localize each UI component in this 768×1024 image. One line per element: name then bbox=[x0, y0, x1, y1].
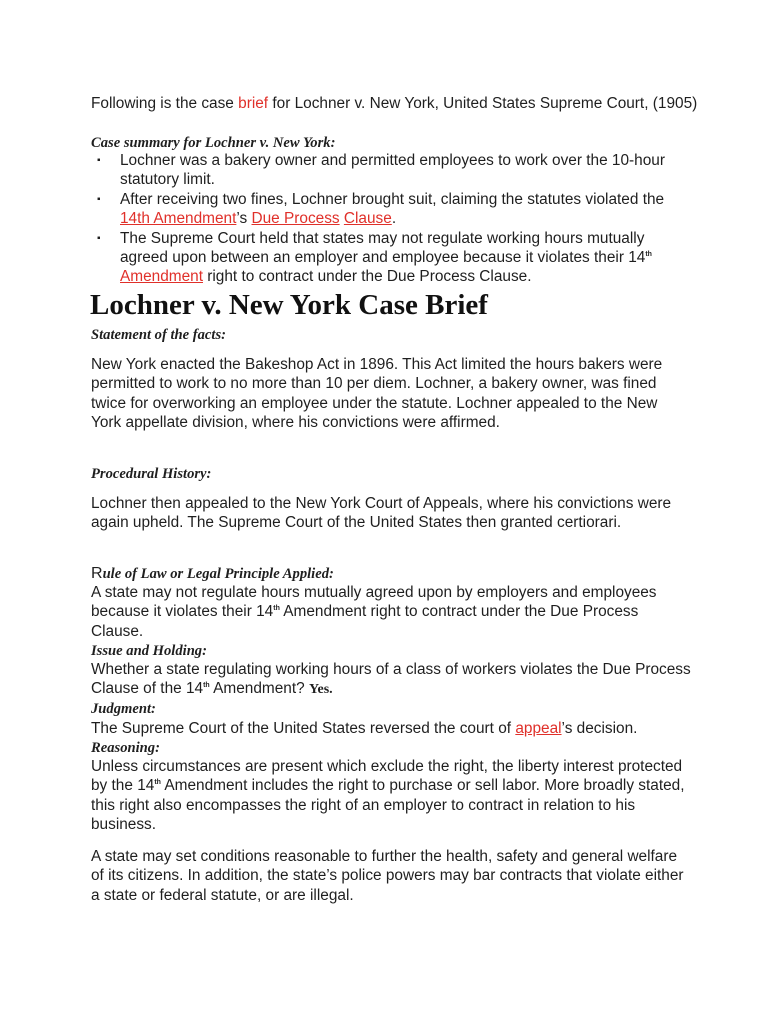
procedural-history-paragraph: Lochner then appealed to the New York Court of Appeals, where his convictions were again upheld. The Supreme Court of the United States then granted certiorari. bbox=[91, 495, 672, 532]
rule-of-law-heading bbox=[91, 565, 691, 583]
procedural-history-heading: Procedural History: bbox=[91, 466, 212, 482]
rule-text: Amendment right to contract under the Due Process Clause. bbox=[91, 603, 639, 640]
bullet-text: ’s bbox=[236, 210, 252, 228]
reasoning-paragraph-2: A state may set conditions reasonable to further the health, safety and general welfare of its citizens. In addition, the state’s police powers may bar contracts that violate either a state or federal statute, or are illegal. bbox=[91, 848, 684, 904]
judgment-heading: Judgment: bbox=[91, 701, 156, 717]
bullet-marker-icon: ▪ bbox=[97, 232, 101, 244]
intro-paragraph bbox=[91, 94, 711, 113]
bullet-text: . bbox=[391, 210, 397, 228]
list-item bbox=[91, 151, 691, 190]
holding-answer: Yes. bbox=[308, 682, 333, 698]
appeal-link[interactable]: appeal bbox=[515, 720, 562, 737]
facts-heading: Statement of the facts: bbox=[91, 327, 226, 343]
judgment-text: ’s decision. bbox=[561, 720, 638, 737]
bullet-text: The Supreme Court held that states may not regulate working hours mutually agreed upon between an employer and employee because it violates their 14 bbox=[120, 229, 646, 267]
facts-paragraph: New York enacted the Bakeshop Act in 1896. This Act limited the hours bakers were permitted to work to no more than 10 per diem. Lochner, a bakery owner, was fined twice for overworking an employee under the statute. Lochner appealed to the New York appellate division, where his convictions were affirmed. bbox=[91, 356, 663, 432]
issue-text: Amendment? bbox=[209, 680, 309, 698]
ordinal-superscript: th bbox=[273, 605, 280, 613]
issue-text: Whether a state regulating working hours of a class of workers violates the Due Process Clause of the 14 bbox=[91, 661, 691, 698]
bullet-text: Lochner was a bakery owner and permitted employees to work over the 10-hour statutory limit. bbox=[120, 152, 665, 189]
rule-heading-text: ule of Law or Legal Principle Applied: bbox=[102, 566, 334, 582]
page-title: Lochner v. New York Case Brief bbox=[90, 289, 488, 321]
list-item bbox=[91, 190, 691, 229]
rule-heading-initial: R bbox=[91, 565, 103, 582]
reasoning-text: Amendment includes the right to purchase or sell labor. More broadly stated, this right also encompasses the right of an employer to contract in relation to his business. bbox=[91, 777, 685, 834]
bullet-text: right to contract under the Due Process Clause. bbox=[202, 268, 532, 286]
bullet-text: After receiving two fines, Lochner brought suit, claiming the statutes violated the bbox=[120, 190, 665, 208]
clause-link[interactable]: Clause bbox=[343, 210, 392, 228]
bullet-marker-icon: ▪ bbox=[97, 155, 101, 166]
issue-holding-heading: Issue and Holding: bbox=[91, 643, 207, 659]
intro-text-start: Following is the case bbox=[91, 95, 239, 112]
amendment-link[interactable]: Amendment bbox=[120, 268, 203, 286]
case-summary-heading: Case summary for Lochner v. New York: bbox=[91, 135, 336, 151]
rule-text: A state may not regulate hours mutually agreed upon by employers and employees because it violates their 14 bbox=[91, 584, 657, 621]
list-item bbox=[91, 229, 691, 287]
ordinal-superscript: th bbox=[645, 251, 652, 259]
bullet-marker-icon: ▪ bbox=[97, 193, 101, 205]
fourteenth-amendment-link[interactable]: 14th Amendment bbox=[120, 210, 237, 228]
ordinal-superscript: th bbox=[154, 779, 161, 787]
brief-link[interactable]: brief bbox=[238, 95, 269, 112]
issue-holding-paragraph bbox=[91, 660, 691, 700]
ordinal-superscript: th bbox=[203, 682, 210, 690]
reasoning-text: Unless circumstances are present which exclude the right, the liberty interest protected by the 14 bbox=[91, 758, 683, 795]
due-process-link[interactable]: Due Process bbox=[251, 210, 340, 228]
reasoning-paragraph-1 bbox=[91, 757, 691, 835]
judgment-paragraph bbox=[91, 719, 691, 738]
summary-bullet-list bbox=[91, 151, 691, 287]
rule-of-law-paragraph bbox=[91, 583, 691, 641]
reasoning-heading: Reasoning: bbox=[91, 740, 160, 756]
judgment-text: The Supreme Court of the United States reversed the court of bbox=[91, 720, 516, 737]
intro-text-end: for Lochner v. New York, United States Supreme Court, (1905) bbox=[268, 95, 698, 112]
